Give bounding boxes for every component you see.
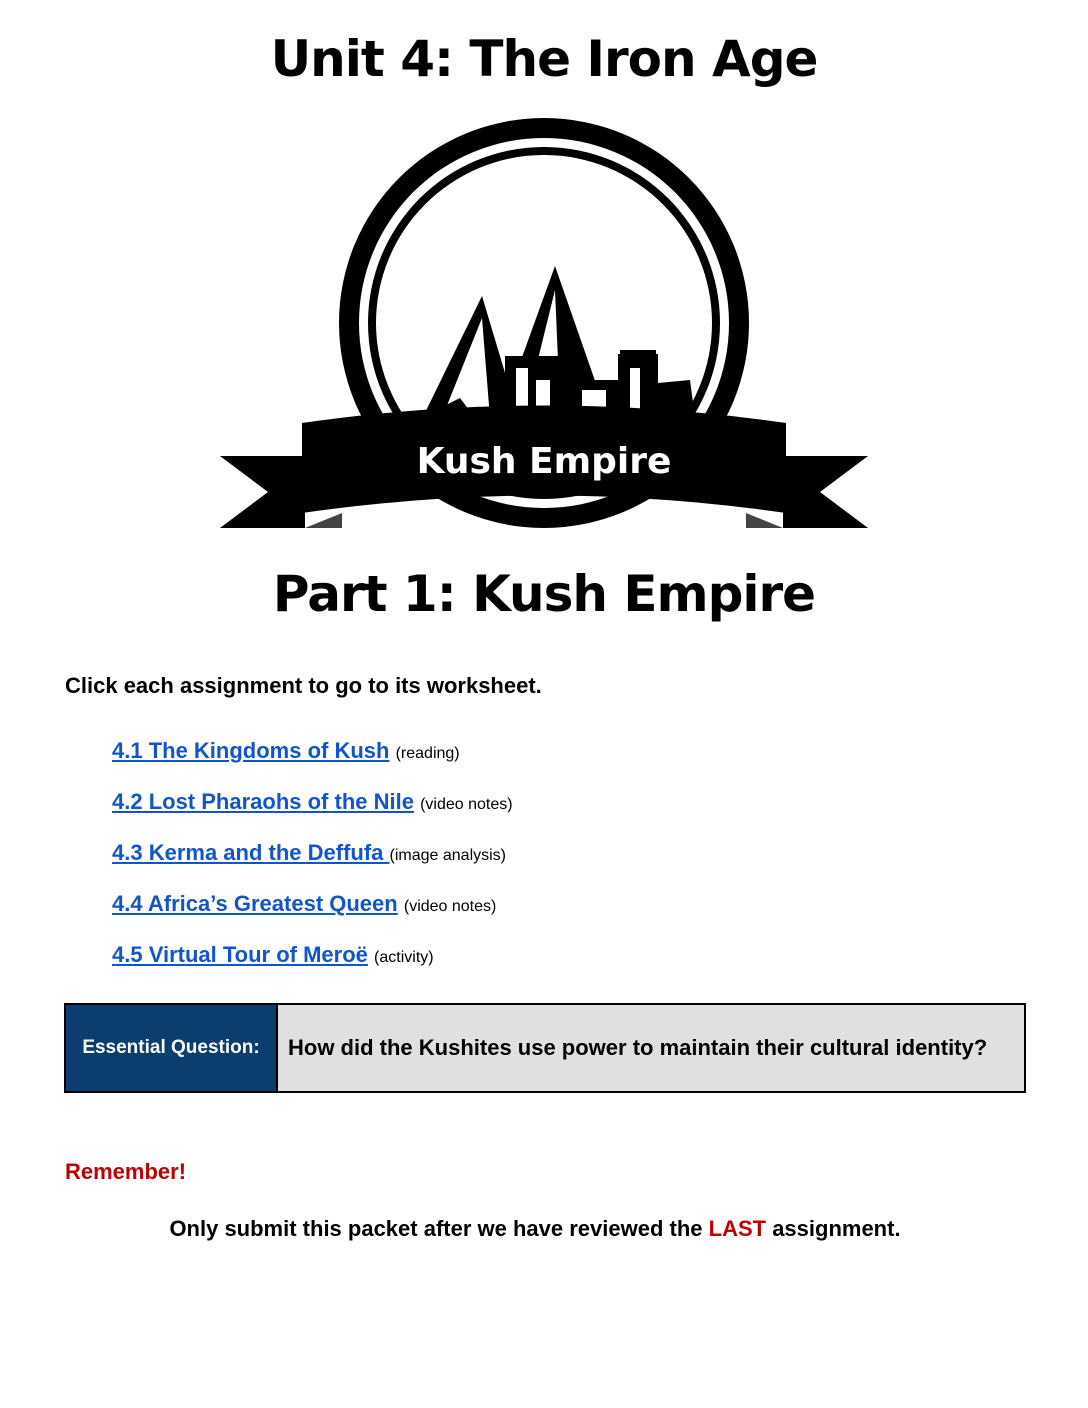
assignment-link[interactable]: 4.3 Kerma and the Deffufa [112,840,390,865]
assignment-link[interactable]: 4.1 The Kingdoms of Kush [112,738,390,763]
submit-note-before: Only submit this packet after we have reviewed the [169,1216,709,1241]
submit-note [0,1216,1070,1242]
essential-question-text: How did the Kushites use power to maintain their cultural identity? [277,1004,1025,1092]
assignment-item [112,891,513,942]
essential-question-label: Essential Question: [65,1004,277,1092]
assignment-item [112,738,513,789]
assignment-item [112,840,513,891]
remember-heading: Remember! [65,1159,187,1184]
ribbon-tail-right [783,456,868,528]
submit-note-highlight: LAST [708,1216,767,1241]
assignment-item [112,789,513,840]
assignment-item [112,942,513,993]
assignment-link[interactable]: 4.5 Virtual Tour of Meroë [112,942,368,967]
part-title: Part 1: Kush Empire [272,565,816,623]
kush-empire-logo [220,118,868,558]
assignment-type: (activity) [374,949,434,966]
instructions-text: Click each assignment to go to its worksheet. [65,673,542,698]
assignment-link[interactable]: 4.4 Africa’s Greatest Queen [112,891,398,916]
submit-note-after: assignment. [766,1216,901,1241]
assignment-link[interactable]: 4.2 Lost Pharaohs of the Nile [112,789,414,814]
assignment-type: (video notes) [420,796,513,813]
assignment-type: (image analysis) [389,847,506,864]
essential-question-table [64,1003,1026,1093]
assignment-type: (video notes) [403,898,497,915]
logo-banner-text: Kush Empire [416,441,672,482]
unit-title: Unit 4: The Iron Age [270,30,818,88]
ribbon-tail-left [220,456,305,528]
assignment-list [112,738,513,993]
assignment-type: (reading) [395,745,460,762]
